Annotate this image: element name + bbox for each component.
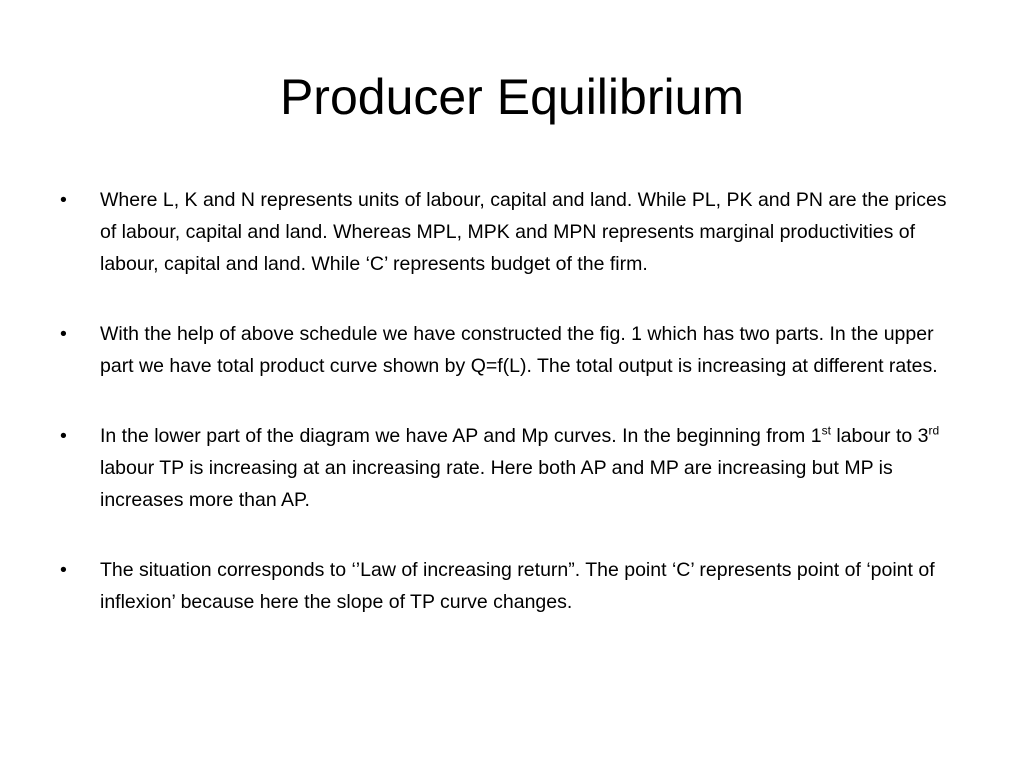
bullet-text bbox=[100, 425, 939, 511]
bullet-item bbox=[60, 554, 965, 618]
bullet-item bbox=[60, 420, 965, 516]
slide-title: Producer Equilibrium bbox=[279, 69, 745, 125]
bullet-icon: • bbox=[60, 425, 67, 447]
ordinal-superscript: st bbox=[821, 423, 831, 438]
bullet-icon: • bbox=[60, 323, 67, 345]
ordinal-superscript: rd bbox=[928, 423, 940, 438]
bullet-icon: • bbox=[60, 559, 67, 581]
bullet-text: The situation corresponds to ‘’Law of increasing return”. The point ‘C’ represents point of ‘point of inflexion’ because here the slope of TP curve changes. bbox=[100, 559, 935, 613]
bullet-item bbox=[60, 318, 965, 382]
bullet-list bbox=[60, 184, 965, 656]
bullet-text-part: In the lower part of the diagram we have AP and Mp curves. In the beginning from 1 bbox=[100, 425, 822, 447]
bullet-text-part: labour to 3 bbox=[830, 425, 929, 447]
bullet-text: With the help of above schedule we have constructed the fig. 1 which has two parts. In the upper part we have total product curve shown by Q=f(L). The total output is increasing at different rates. bbox=[100, 323, 938, 377]
bullet-item bbox=[60, 184, 965, 280]
bullet-icon: • bbox=[60, 189, 67, 211]
bullet-text-part: labour TP is increasing at an increasing rate. Here both AP and MP are increasing but MP is increases more than AP. bbox=[100, 457, 893, 511]
bullet-text: Where L, K and N represents units of labour, capital and land. While PL, PK and PN are the prices of labour, capital and land. Whereas MPL, MPK and MPN represents marginal productivities of labour, capital and land. While ‘C’ represents budget of the firm. bbox=[100, 189, 947, 275]
